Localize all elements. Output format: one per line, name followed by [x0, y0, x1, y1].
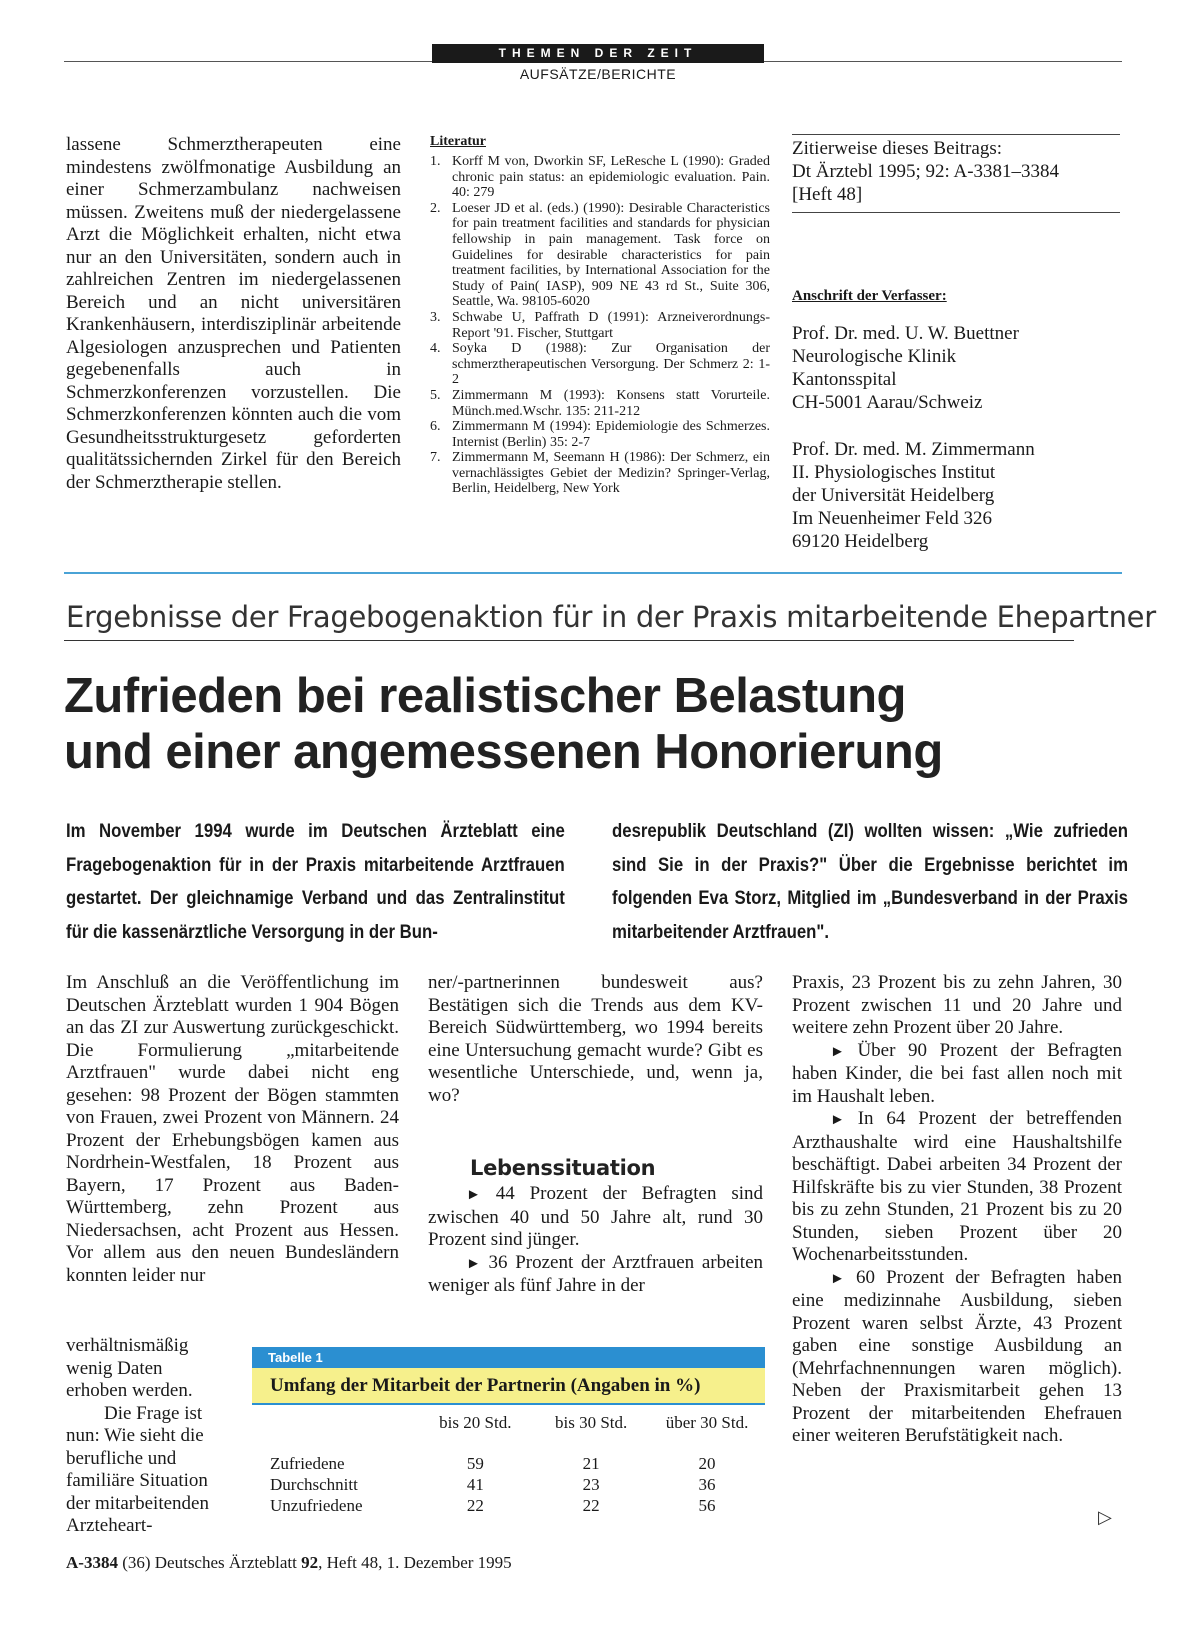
body-paragraph: verhältnismäßig wenig Daten erhoben werden. — [66, 1335, 193, 1401]
body-column-1-narrow — [66, 1335, 226, 1538]
citation-line: Dt Ärztebl 1995; 92: A-3381–3384 — [792, 161, 1060, 182]
table-cell: 23 — [582, 1475, 600, 1494]
citation-box — [792, 134, 1120, 213]
bullet-arrow-icon: ► — [466, 1187, 481, 1203]
bullet-arrow-icon: ► — [830, 1043, 845, 1060]
literature-item: 5. Zimmermann M (1993): Konsens statt Vorurteile. Münch.med.Wschr. 135: 211-212 — [430, 387, 770, 419]
author-address-1: Prof. Dr. med. U. W. Buettner Neurologische Klinik Kantonsspital CH-5001 Aarau/Schweiz — [792, 323, 1019, 413]
subsection-label: AUFSÄTZE/BERICHTE — [519, 66, 677, 82]
previous-article-paragraph: lassene Schmerztherapeuten eine mindestens zwölfmonatige Ausbildung an einer Schmerzambulanz nachweisen müssen. Zweitens muß der niedergelassene Arzt die Möglichkeit erhalten, nicht etwa nur an den Universitäten, sondern auch in zahlreichen Zentren im niedergelassenen Bereich und an nicht universitären Krankenhäusern, interdisziplinär arbeitende Algesiologen anzusprechen und Patienten gegebenenfalls auch in Schmerzkonferenzen vorzustellen. Die Schmerzkonferenzen könnten auch die vom Gesundheitsstrukturgesetz geforderten qualitätssichernden Zirkel für den Bereich der Schmerztherapie stellen. — [66, 134, 401, 493]
row-label: Zufriedene — [270, 1454, 345, 1473]
journal-name: (36) Deutsches Ärzteblatt — [122, 1553, 297, 1572]
citation-line: [Heft 48] — [792, 184, 863, 205]
literature-title: Literatur — [430, 134, 486, 149]
lead-paragraph-left: Im November 1994 wurde im Deutschen Ärzteblatt eine Fragebogenaktion für in der Praxis mitarbeitende Arztfrauen gestartet. Der gleichnamige Verband und das Zentralinstitut für die kassenärztliche Versorgung in der Bun- — [66, 820, 565, 943]
table-cell: 22 — [466, 1496, 484, 1515]
citation-line: Zitierweise dieses Beitrags: — [792, 138, 1002, 159]
row-label: Unzufriedene — [270, 1496, 363, 1515]
table-header-cell: über 30 Std. — [665, 1413, 749, 1432]
table-cell: 21 — [582, 1454, 600, 1473]
table-cell: 36 — [698, 1475, 716, 1494]
literature-item: 7. Zimmermann M, Seemann H (1986): Der Schmerz, ein vernachlässigtes Gebiet der Medizin? Springer-Verlag, Berlin, Heidelberg, New York — [430, 450, 770, 497]
body-column-3 — [792, 972, 1122, 1448]
bullet-paragraph: ► 60 Prozent der Befragten haben eine medizinnahe Ausbildung, sieben Prozent waren selbst Ärzte, 43 Prozent gaben eine sonstige Ausbildung an (Mehrfachnennungen waren möglich). Neben der Praxismitarbeit gehen 13 Prozent der mitarbeitenden Ehefrauen einer weiteren Berufstätigkeit nach. — [792, 1266, 1123, 1446]
body-column-1 — [66, 972, 399, 1287]
bullet-paragraph: ► 44 Prozent der Befragten sind zwischen 40 und 50 Jahre alt, rund 30 Prozent sind jünger. — [428, 1183, 763, 1250]
table-header-cell — [252, 1413, 417, 1453]
body-column-2 — [428, 972, 763, 1298]
table-cell: 22 — [582, 1496, 600, 1515]
journal-volume: 92 — [301, 1553, 319, 1572]
literature-item: 6. Zimmermann M (1994): Epidemiologie des Schmerzes. Internist (Berlin) 35: 2-7 — [430, 419, 770, 450]
table-cell: 59 — [466, 1454, 484, 1473]
section-band: THEMEN DER ZEIT — [432, 44, 764, 63]
table-cell: 41 — [466, 1475, 484, 1494]
literature-item: 3. Schwabe U, Paffrath D (1991): Arzneiverordnungs-Report '91. Fischer, Stuttgart — [430, 309, 770, 341]
address-title: Anschrift der Verfasser: — [792, 288, 947, 304]
table-grid — [252, 1413, 765, 1516]
literature-item: 1. Korff M von, Dworkin SF, LeResche L (1990): Graded chronic pain status: an epidemiologic evaluation. Pain. 40: 279 — [430, 154, 770, 201]
lead-paragraph-right: desrepublik Deutschland (ZI) wollten wissen: „Wie zufrieden sind Sie in der Praxis?" Über die Ergebnisse berichtet im folgenden Eva Storz, Mitglied im „Bundesverband in der Praxis mitarbeitender Arztfrauen". — [612, 820, 1128, 943]
table-row — [252, 1453, 765, 1474]
body-paragraph: Praxis, 23 Prozent bis zu zehn Jahren, 30 Prozent zwischen 11 und 20 Jahre und weitere zehn Prozent über 20 Jahre. — [792, 972, 1122, 1038]
bullet-paragraph: ► In 64 Prozent der betreffenden Arzthaushalte wird eine Haushaltshilfe beschäftigt. Dabei arbeiten 34 Prozent der Hilfskräfte bis zu vier Stunden, 38 Prozent bis zu zehn Stunden, 21 Prozent bis zu 20 Stunden, sieben Prozent über 20 Wochenarbeitsstunden. — [792, 1108, 1122, 1265]
issue-date: , Heft 48, 1. Dezember 1995 — [318, 1553, 512, 1572]
table-1 — [252, 1347, 765, 1516]
author-address-2: Prof. Dr. med. M. Zimmermann II. Physiologisches Institut der Universität Heidelberg Im Neuenheimer Feld 326 69120 Heidelberg — [792, 439, 1035, 552]
table-row — [252, 1474, 765, 1495]
page-footer — [66, 1553, 512, 1573]
article-headline: Zufrieden bei realistischer Belastung und einer angemessenen Honorierung — [64, 669, 943, 779]
bullet-arrow-icon: ► — [466, 1255, 481, 1272]
row-label: Durchschnitt — [270, 1475, 358, 1494]
article-divider — [64, 572, 1122, 574]
table-title: Umfang der Mitarbeit der Partnerin (Angaben in %) — [252, 1368, 765, 1405]
bullet-paragraph: ► 36 Prozent der Arztfrauen arbeiten weniger als fünf Jahre in der — [428, 1251, 764, 1296]
table-header-cell: bis 30 Std. — [554, 1413, 628, 1432]
literature-list — [430, 154, 770, 497]
bullet-paragraph: ► Über 90 Prozent der Befragten haben Kinder, die bei fast allen noch mit im Haushalt leben. — [792, 1039, 1123, 1107]
body-paragraph: ner/-partnerinnen bundesweit aus? Bestätigen sich die Trends aus dem KV-Bereich Südwürttemberg, wo 1994 bereits eine Untersuchung gemacht wurde? Gibt es wesentliche Unterschiede, und, wenn ja, wo? — [428, 972, 763, 1106]
continue-arrow-icon: ▷ — [1098, 1507, 1112, 1527]
bullet-arrow-icon: ► — [830, 1270, 845, 1287]
literature-item: 2. Loeser JD et al. (eds.) (1990): Desirable Characteristics for pain treatment facilities and standards for physician fellowship in pain management. Task force on Guidelines for desirable characteristics for pain treatment facilities, by International Association for the Study of Pain( IASP), 909 NE 43 rd St., Suite 306, Seattle, Wa. 98105-6020 — [430, 200, 770, 310]
section-heading: Lebenssituation — [470, 1156, 656, 1180]
body-paragraph: Im Anschluß an die Veröffentlichung im Deutschen Ärzteblatt wurden 1 904 Bögen an das ZI zur Auswertung zurückgeschickt. Die Formulierung „mitarbeitende Arztfrauen" wurde dabei nicht eng gesehen: 98 Prozent der Bögen stammten von Frauen, zwei Prozent von Männern. 24 Prozent der Erhebungsbögen kamen aus Nordrhein-Westfalen, 18 Prozent aus Bayern, 17 Prozent aus Baden-Württemberg, zehn Prozent aus Niedersachsen, acht Prozent aus Hessen. Vor allem aus den neuen Bundesländern konnten leider nur — [66, 972, 399, 1286]
table-cell: 56 — [698, 1496, 716, 1515]
literature-block — [430, 134, 770, 497]
table-cell: 20 — [698, 1454, 716, 1473]
page-code: A-3384 — [66, 1553, 118, 1572]
bullet-arrow-icon: ► — [830, 1112, 845, 1128]
table-header-row — [252, 1413, 765, 1453]
table-label: Tabelle 1 — [252, 1347, 765, 1368]
body-paragraph: Die Frage ist nun: Wie sieht die berufliche und familiäre Situation der mitarbeitenden Arzteheart- — [66, 1402, 209, 1536]
table-header-cell: bis 20 Std. — [439, 1413, 512, 1432]
article-kicker: Ergebnisse der Fragebogenaktion für in der Praxis mitarbeitende Ehepartner — [66, 600, 1156, 634]
literature-item: 4. Soyka D (1988): Zur Organisation der schmerztherapeutischen Versorgung. Der Schmerz 2: 1-2 — [430, 341, 770, 388]
table-row — [252, 1495, 765, 1516]
kicker-underline — [64, 640, 1074, 641]
